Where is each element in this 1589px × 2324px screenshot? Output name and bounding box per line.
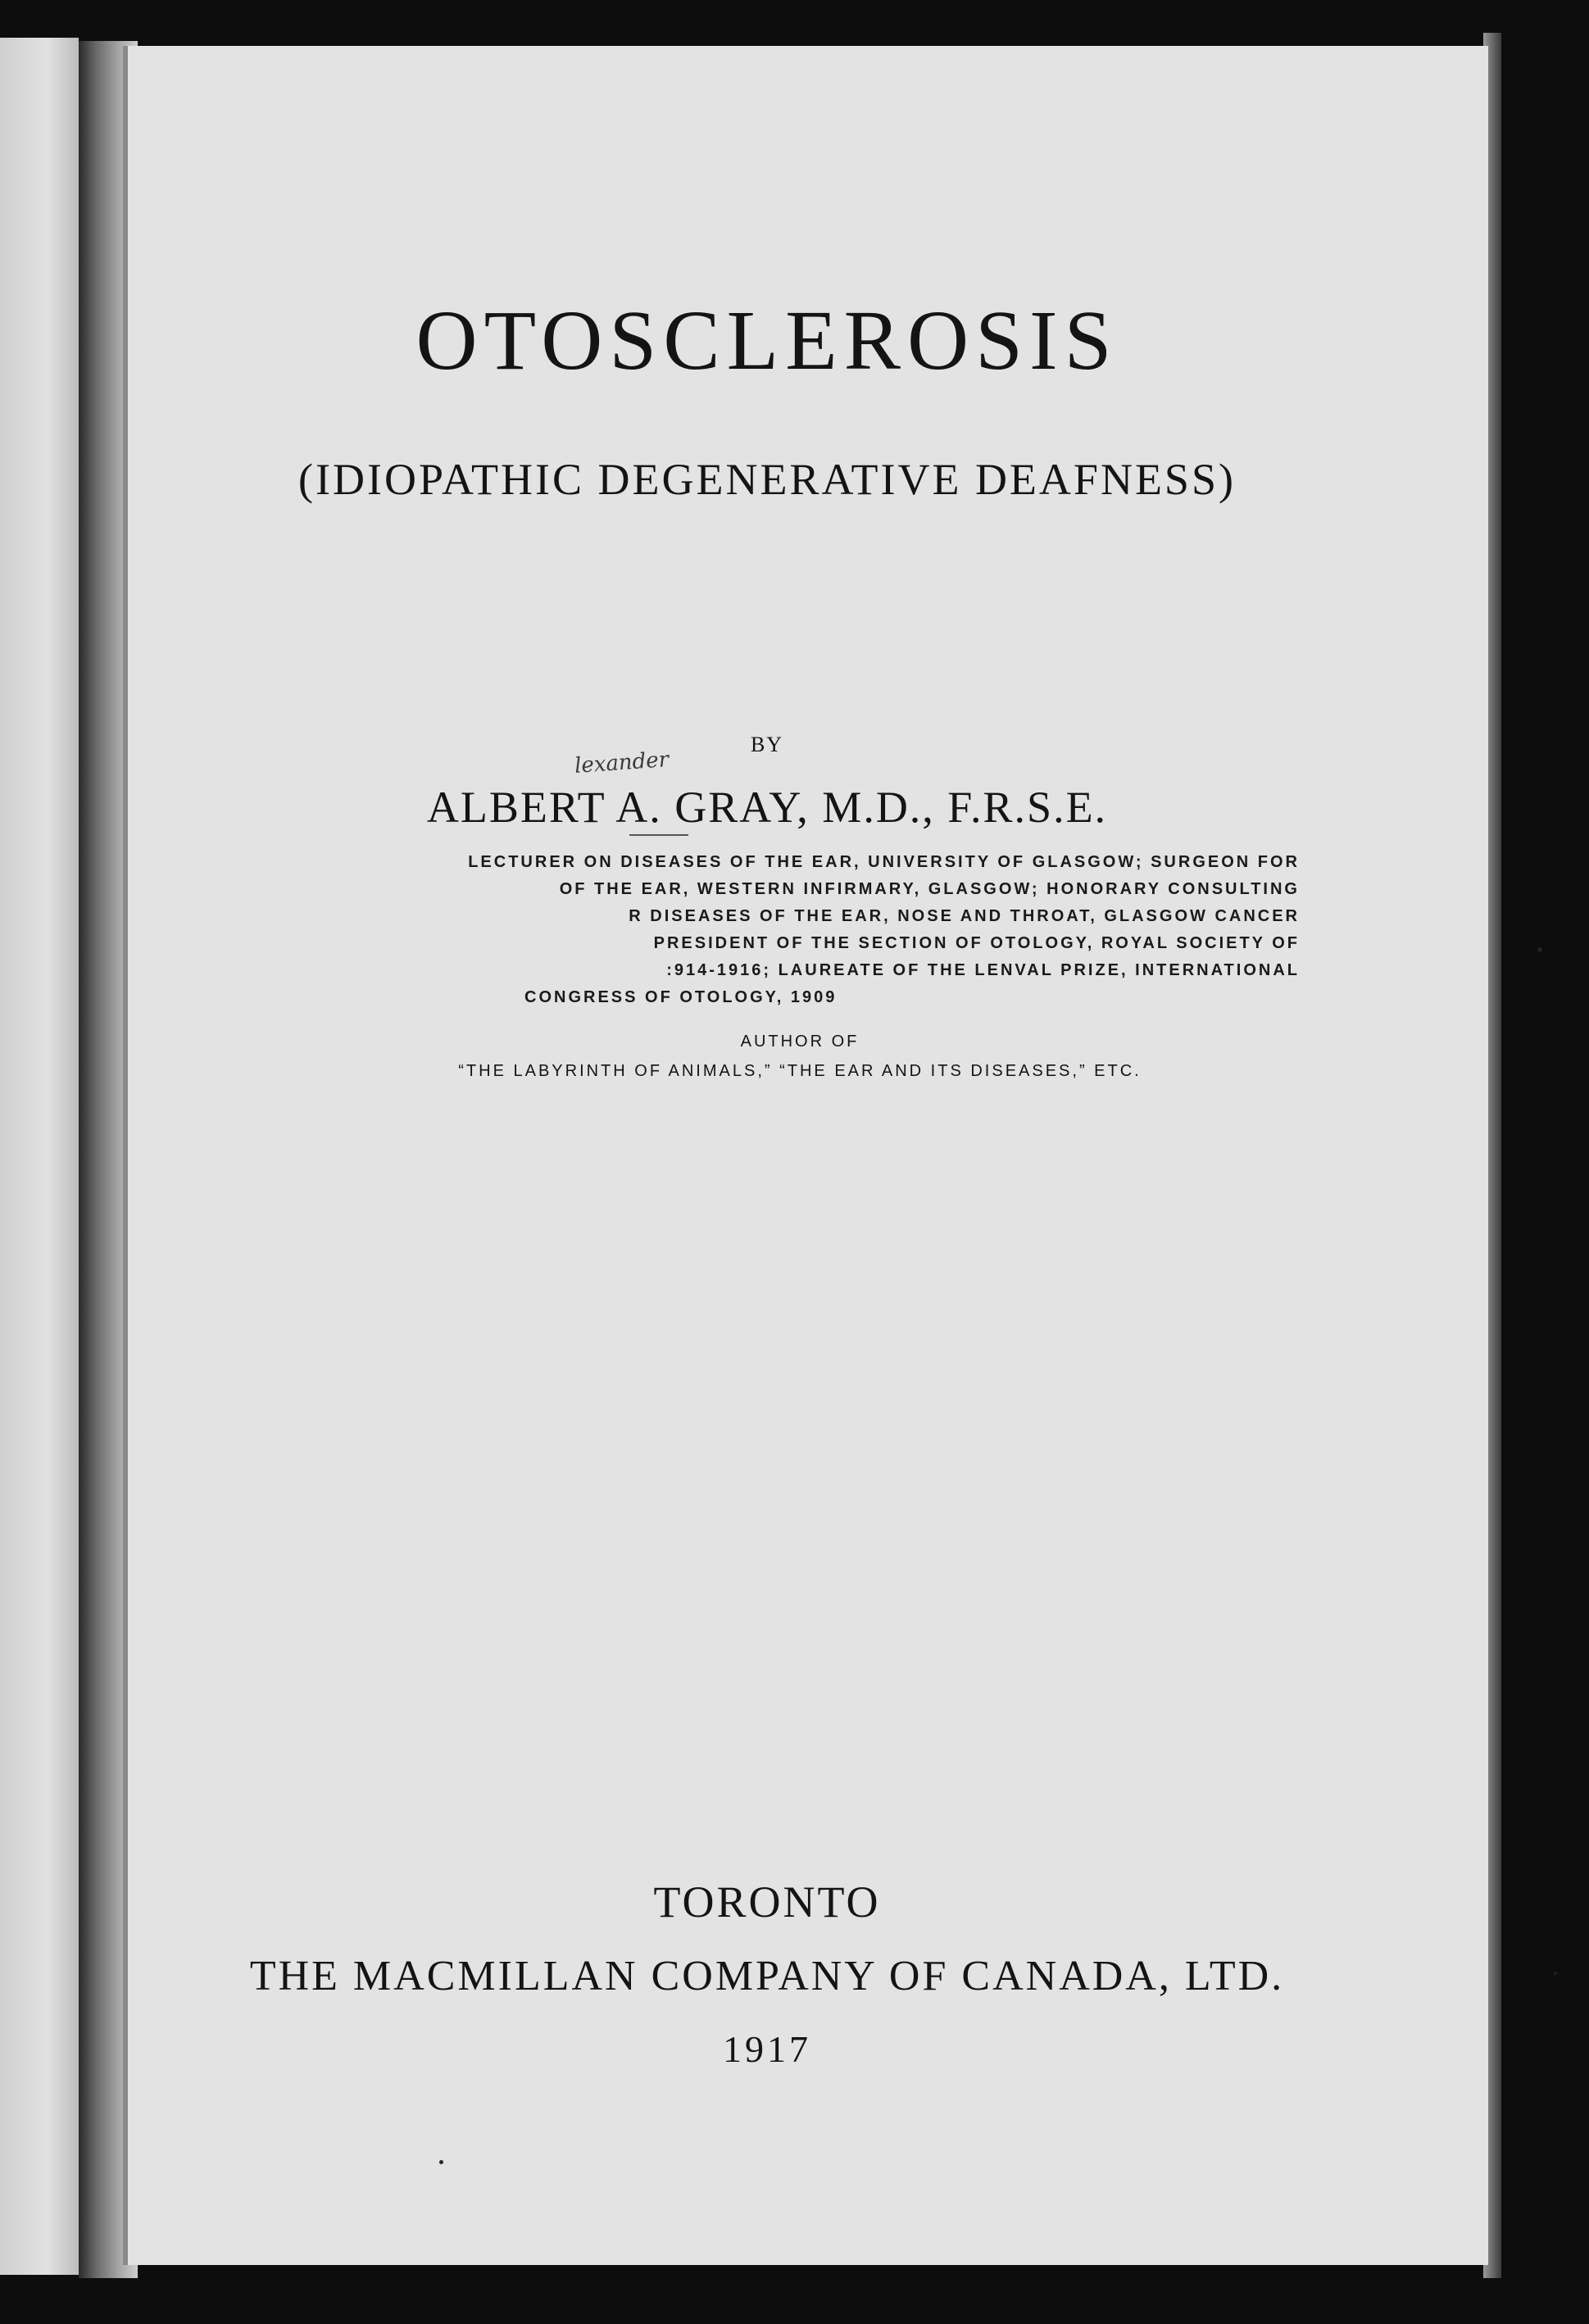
author-credentials: [251, 849, 1300, 1011]
title-page: [123, 46, 1488, 2265]
by-label: BY: [750, 733, 784, 756]
credential-line: R DISEASES OF THE EAR, NOSE AND THROAT, GLASGOW CANCER: [629, 907, 1300, 925]
scan-speck: [439, 2160, 443, 2164]
facing-page-edge: [0, 38, 79, 2275]
annotation-underline: [629, 834, 688, 836]
credential-line: LECTURER ON DISEASES OF THE EAR, UNIVERSITY OF GLASGOW; SURGEON FOR: [468, 853, 1300, 871]
credential-line: PRESIDENT OF THE SECTION OF OTOLOGY, ROYAL SOCIETY OF: [653, 934, 1300, 952]
credential-line: OF THE EAR, WESTERN INFIRMARY, GLASGOW; HONORARY CONSULTING: [559, 880, 1300, 898]
credential-line: CONGRESS OF OTOLOGY, 1909: [524, 988, 838, 1006]
other-works: “THE LABYRINTH OF ANIMALS,” “THE EAR AND ITS DISEASES,” ETC.: [458, 1062, 1142, 1080]
publication-city: TORONTO: [653, 1877, 881, 1927]
book-title: OTOSCLEROSIS: [415, 293, 1119, 388]
publisher-name: THE MACMILLAN COMPANY OF CANADA, LTD.: [249, 1953, 1285, 1999]
author-name: ALBERT A. GRAY, M.D., F.R.S.E.: [426, 783, 1108, 832]
book-subtitle: (IDIOPATHIC DEGENERATIVE DEAFNESS): [298, 455, 1236, 504]
credential-line: :914-1916; LAUREATE OF THE LENVAL PRIZE, INTERNATIONAL: [666, 961, 1300, 979]
author-of-label: AUTHOR OF: [740, 1033, 860, 1051]
scan-speck: [1554, 1972, 1557, 1975]
scan-speck: [1537, 947, 1542, 952]
publication-year: 1917: [723, 2028, 811, 2070]
handwritten-annotation: lexander: [574, 747, 670, 778]
